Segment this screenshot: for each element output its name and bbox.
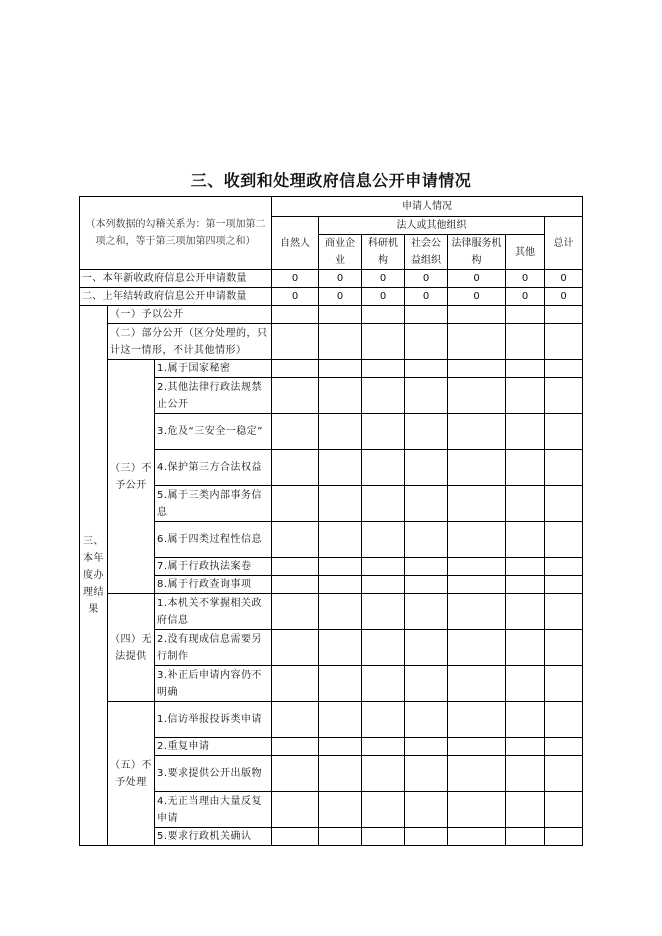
cell-value: 0 xyxy=(448,288,506,306)
not-public-label: （三）不予公开 xyxy=(108,360,155,594)
cell-value: 0 xyxy=(272,288,319,306)
cell-value: 0 xyxy=(506,270,545,288)
cell-value: 0 xyxy=(506,288,545,306)
disclosure-table xyxy=(79,196,583,846)
cell-value: 0 xyxy=(319,270,362,288)
not-processed-label: （五）不予处理 xyxy=(108,702,155,846)
cell-value: 0 xyxy=(362,288,405,306)
table-row xyxy=(80,576,583,594)
row-label-item: 3.危及“三安全一稳定” xyxy=(155,414,272,450)
table-row xyxy=(80,702,583,738)
table-row xyxy=(80,594,583,630)
row-label-item: 4.无正当理由大量反复申请 xyxy=(155,792,272,828)
legal-service-header: 法律服务机构 xyxy=(448,235,506,270)
cell-value: 0 xyxy=(319,288,362,306)
research-header: 科研机构 xyxy=(362,235,405,270)
row-label-item: 5.要求行政机关确认 xyxy=(155,828,272,846)
row-label-partial: （二）部分公开（区分处理的，只计这一情形，不计其他情形） xyxy=(108,324,272,360)
row-label-new: 一、本年新收政府信息公开申请数量 xyxy=(80,270,272,288)
cell-value: 0 xyxy=(405,288,448,306)
row-label-item: 3.补正后申请内容仍不明确 xyxy=(155,666,272,702)
unable-label: （四）无法提供 xyxy=(108,594,155,702)
cell-value: 0 xyxy=(448,270,506,288)
table-row xyxy=(80,738,583,756)
row-label-item: 1.属于国家秘密 xyxy=(155,360,272,378)
total-header: 总计 xyxy=(545,217,583,270)
row-label-item: 2.没有现成信息需要另行制作 xyxy=(155,630,272,666)
row-label-item: 6.属于四类过程性信息 xyxy=(155,522,272,558)
table-row xyxy=(80,828,583,846)
cell-value: 0 xyxy=(362,270,405,288)
table-row xyxy=(80,270,583,288)
table-row xyxy=(80,630,583,666)
table-row xyxy=(80,306,583,324)
row-label-item: 7.属于行政执法案卷 xyxy=(155,558,272,576)
table-row xyxy=(80,756,583,792)
cell-value: 0 xyxy=(405,270,448,288)
table-row xyxy=(80,288,583,306)
row-label-item: 8.属于行政查询事项 xyxy=(155,576,272,594)
table-note: （本列数据的勾稽关系为：第一项加第二项之和，等于第三项加第四项之和） xyxy=(80,197,272,270)
row-label-item: 2.重复申请 xyxy=(155,738,272,756)
row-label-public: （一）予以公开 xyxy=(108,306,272,324)
row-label-item: 5.属于三类内部事务信息 xyxy=(155,486,272,522)
social-welfare-header: 社会公益组织 xyxy=(405,235,448,270)
cell-value: 0 xyxy=(272,270,319,288)
table-row xyxy=(80,486,583,522)
applicant-situation-header: 申请人情况 xyxy=(272,197,583,217)
page-title: 三、收到和处理政府信息公开申请情况 xyxy=(190,171,472,190)
legal-org-header: 法人或其他组织 xyxy=(319,217,545,235)
table-row xyxy=(80,666,583,702)
cell-value: 0 xyxy=(545,270,583,288)
other-header: 其他 xyxy=(506,235,545,270)
row-label-carry-over: 二、上年结转政府信息公开申请数量 xyxy=(80,288,272,306)
cell-value: 0 xyxy=(545,288,583,306)
table-row xyxy=(80,792,583,828)
natural-person-header: 自然人 xyxy=(272,217,319,270)
table-row xyxy=(80,414,583,450)
table-row xyxy=(80,378,583,414)
table-row xyxy=(80,450,583,486)
table-row xyxy=(80,360,583,378)
row-label-item: 1.信访举报投诉类申请 xyxy=(155,702,272,738)
table-row xyxy=(80,558,583,576)
commercial-header: 商业企业 xyxy=(319,235,362,270)
row-label-item: 3.要求提供公开出版物 xyxy=(155,756,272,792)
row-label-item: 2.其他法律行政法规禁止公开 xyxy=(155,378,272,414)
section-3-label: 三、本年度办理结果 xyxy=(80,306,108,846)
table-row xyxy=(80,324,583,360)
row-label-item: 4.保护第三方合法权益 xyxy=(155,450,272,486)
row-label-item: 1.本机关不掌握相关政府信息 xyxy=(155,594,272,630)
table-row xyxy=(80,522,583,558)
